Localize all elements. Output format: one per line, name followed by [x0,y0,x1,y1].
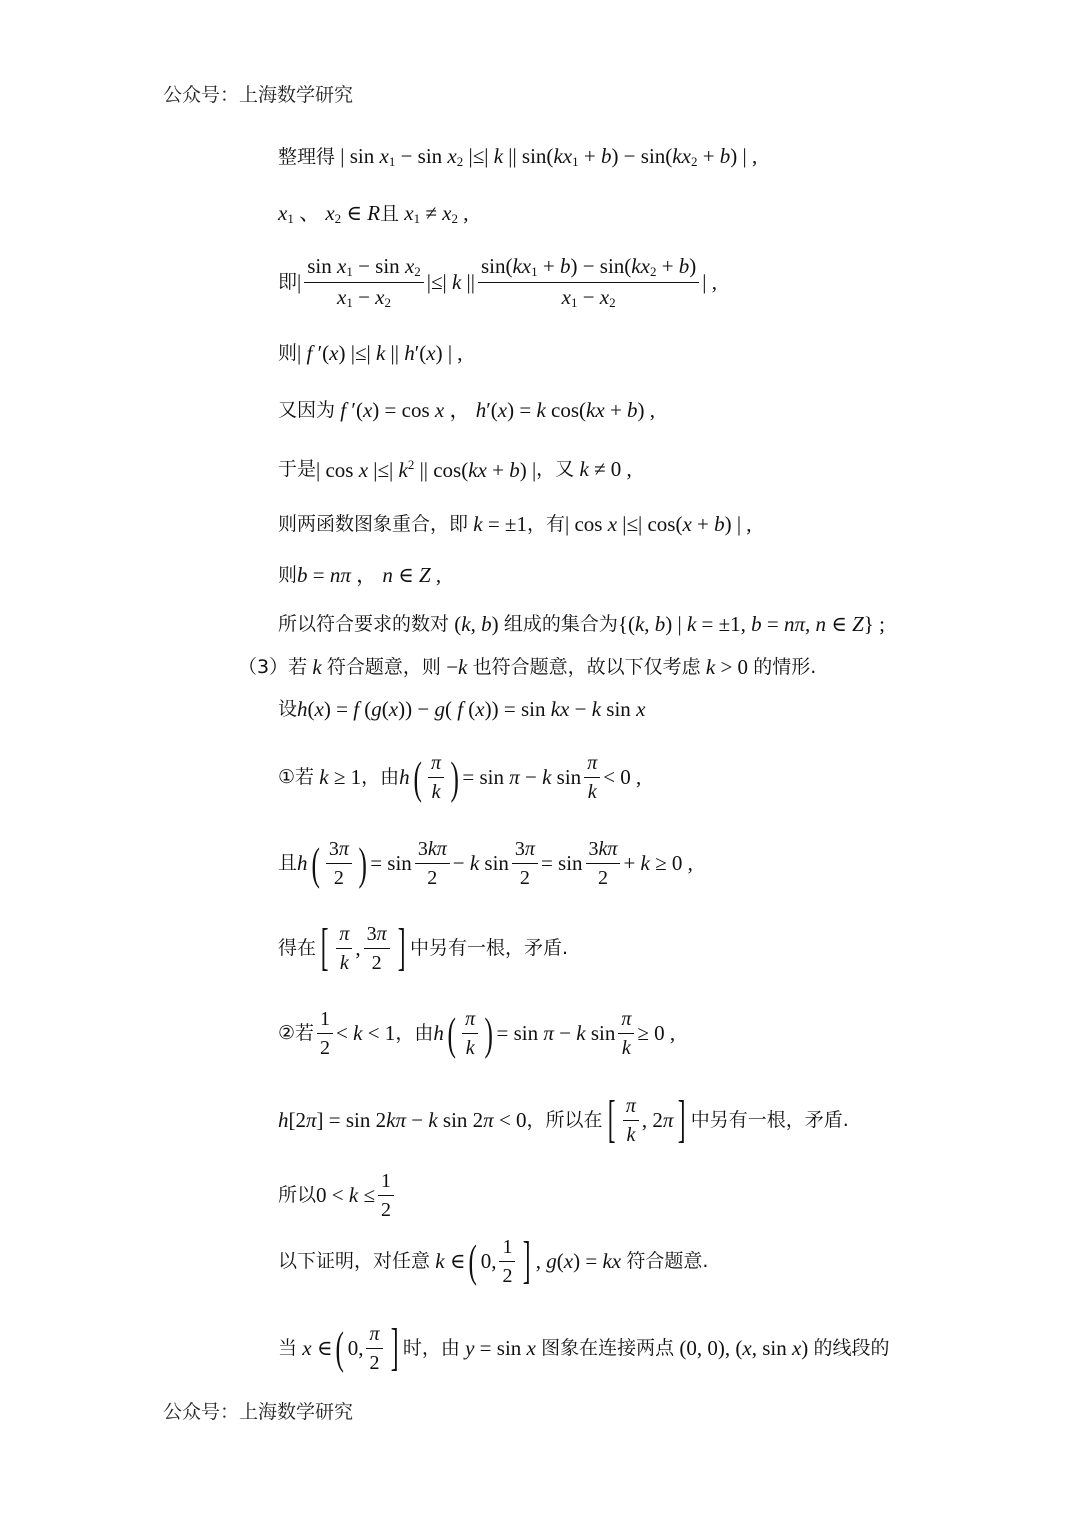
case-1-line: ①若 k ≥ 1 ，由 h ( $\frac{\pi}{k}$ ) = sin π − k sin $\frac{\pi}{k}$ < 0 , [278,751,642,803]
last-suffix: 的线段的 [813,1336,890,1359]
line-1-text: 整理得 [278,145,336,168]
case-1-prefix: ①若 [278,766,315,788]
part-3-suffix: 的情形. [753,656,817,678]
case-1-line-3: 得在 [ $\frac{\pi}{k}$ , $\frac{3\pi}{2}$ ] 中另有一根，矛盾. [278,919,569,976]
last-mid2: 图象在连接两点 [541,1336,675,1359]
case-2b-mid: ，所以在 [526,1108,603,1131]
proof-prefix: 以下证明，对任意 [278,1249,431,1272]
conclusion-line: 所以 0 < k ≤ $\frac{1}{2}$ [278,1170,397,1221]
line-5: 又因为 f ′(x) = cos x ， h′(x) = k cos(kx + b) , [278,398,656,422]
line-1: 整理得 | $\sin x_1 - \sin x_2$ |≤| k || $\sin(kx_1 + b) - \sin(kx_2 + b)$ | , [278,144,758,169]
case-2-prefix: ②若 [278,1022,315,1044]
case-1-mid: ，由 [361,766,400,788]
case-1c-prefix: 得在 [278,936,317,959]
case-2-line: ②若 $\frac{1}{2}$ < k < 1 ，由 h ( $\frac{\pi}{k}$ ) = sin π − k sin $\frac{\pi}{k}$ ≥ 0 , [278,1007,676,1059]
conclusion-prefix: 所以 [278,1184,317,1206]
line-6-mid: ，又 [536,458,575,480]
case-2-line-2: h[2π] = sin 2kπ − k sin 2π < 0 ，所以在 [ $\frac{\pi}{k}$ , 2π ] 中另有一根，矛盾. [278,1091,849,1148]
part-3-define-prefix: 设 [278,698,298,720]
line-2: $x_1$ 、 $x_2$ ∈ R 且 $x_1 \ne x_2$ , [278,201,469,226]
part-3-mid1: 符合题意，则 [326,656,441,678]
case-1b-prefix: 且 [278,852,298,874]
part-3-define-line: 设 h(x) = f (g(x)) − g( f (x)) = sin kx − k sin x [278,697,646,721]
case-1c-suffix: 中另有一根，矛盾. [409,936,569,959]
line-7-mid: ，有 [526,513,565,535]
page-footer: 公众号：上海数学研究 [163,1401,354,1423]
line-7-text: 则两函数图象重合，即 [278,513,469,535]
proof-line: 以下证明，对任意 k ∈ ( 0, $\frac{1}{2}$ ] , g(x) = kx 符合题意. [278,1232,709,1289]
line-6-text: 于是 [278,458,317,480]
line-2-text: 且 [380,202,400,225]
last-prefix: 当 [278,1336,298,1359]
page-header: 公众号：上海数学研究 [163,84,354,106]
line-4: 则 | f ′(x) |≤| k || h′(x) | , [278,341,463,365]
line-4-text: 则 [278,342,298,364]
last-mid1: 时，由 [402,1336,460,1359]
line-3-text: 即 [278,271,298,294]
line-3: 即 | $\frac{\sin x_1 - \sin x_2}{x_1 - x_2}$ |≤| k || $\frac{\sin(kx_1 + b) - \sin(kx_2 + b)}{x_1 - x_2}$ | , [278,254,718,311]
part-3-prefix: （3）若 [238,656,308,678]
case-2-mid: ，由 [395,1022,434,1044]
line-8-text: 则 [278,564,298,586]
line-7: 则两函数图象重合，即 k = ±1 ，有 | cos x |≤| cos(x + b) | , [278,512,752,536]
case-2b-suffix: 中另有一根，矛盾. [690,1108,849,1131]
last-line: 当 x ∈ ( 0, $\frac{\pi}{2}$ ] 时，由 y = sin x 图象在连接两点 (0, 0), (x, sin x) 的线段的 [278,1319,890,1376]
part-3-mid2: 也符合题意，故以下仅考虑 [472,656,701,678]
line-9: 所以符合要求的数对 (k, b) 组成的集合为 {(k, b) | k = ±1, b = nπ, n ∈ Z} ; [278,612,885,636]
line-8: 则 b = nπ ， n ∈ Z , [278,563,442,587]
line-9-mid: 组成的集合为 [503,613,618,635]
case-1-line-2: 且 h ( $\frac{3\pi}{2}$ ) = sin $\frac{3k\pi}{2}$ − k sin $\frac{3\pi}{2}$ = sin $\frac{3k\pi}{2}$ + k ≥ 0 , [278,837,693,889]
part-3-line: （3）若 k 符合题意，则 −k 也符合题意，故以下仅考虑 k > 0 的情形. [238,655,817,679]
line-6: 于是 | cos x |≤| $k^2$ || cos(kx + b) | ，又 k ≠ 0 , [278,457,632,482]
line-5-text: 又因为 [278,399,336,421]
line-9-text: 所以符合要求的数对 [278,613,450,635]
proof-suffix: 符合题意. [626,1249,709,1272]
